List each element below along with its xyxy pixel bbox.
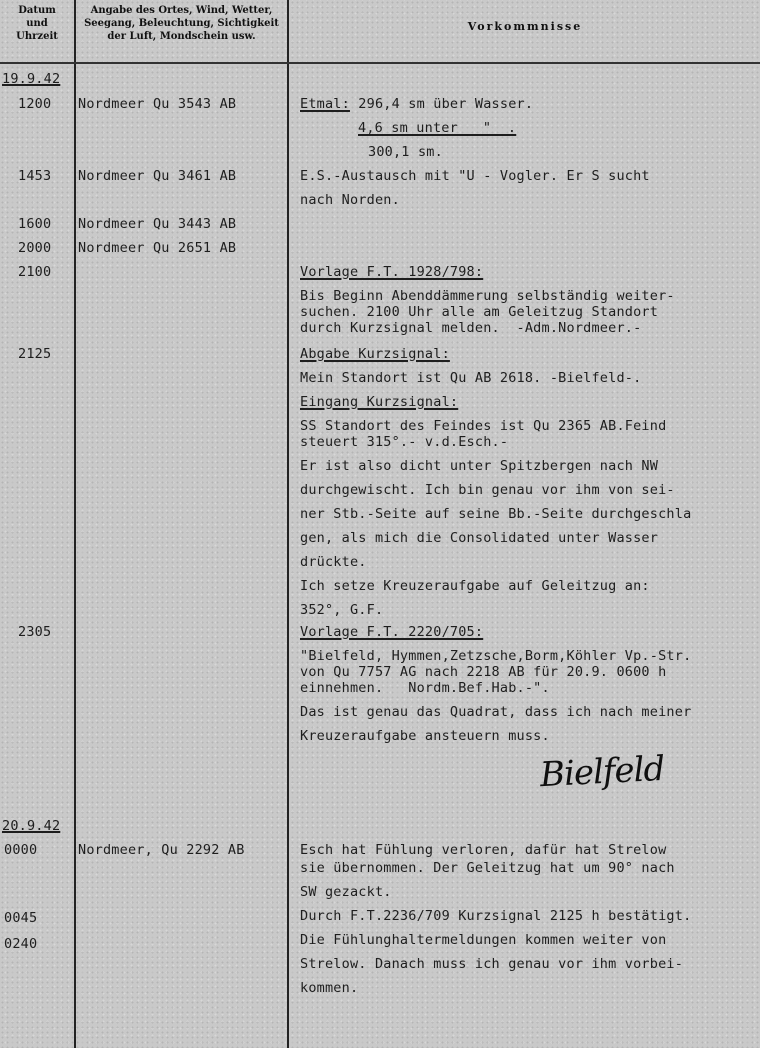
etmal-line-1: [300, 96, 533, 113]
header-rule: [0, 62, 760, 64]
eingang-heading: Eingang Kurzsignal:: [300, 394, 459, 410]
header-date-line-2: und: [26, 18, 48, 29]
entry-0000-line-3: SW gezackt.: [300, 884, 392, 900]
position-entry: Nordmeer Qu 3443 AB: [78, 216, 237, 232]
time-entry: 0240: [4, 936, 38, 952]
assessment-line-2: durchgewischt. Ich bin genau vor ihm von sei-: [300, 482, 675, 498]
eingang-line-2: steuert 315°.- v.d.Esch.-: [300, 434, 509, 450]
entry-0240-line-2: Strelow. Danach muss ich genau vor ihm vorbei-: [300, 956, 684, 972]
time-entry: 2000: [18, 240, 52, 256]
time-entry: 2100: [18, 264, 52, 280]
position-entry: Nordmeer Qu 3461 AB: [78, 168, 237, 184]
etmal-line-2: 4,6 sm unter " .: [358, 120, 517, 136]
header-location-line-1: Angabe des Ortes, Wind, Wetter,: [90, 5, 273, 16]
conclusion-line-2: Kreuzeraufgabe ansteuern muss.: [300, 728, 550, 744]
assessment-line-5: drückte.: [300, 554, 367, 570]
ft1928-heading: Vorlage F.T. 1928/798:: [300, 264, 484, 280]
header-date-time: [2, 4, 72, 43]
etmal-line-3: 300,1 sm.: [368, 144, 443, 160]
column-divider-2: [287, 0, 289, 1048]
etmal-value: 296,4 sm über Wasser.: [349, 96, 534, 112]
ft1928-line-2: suchen. 2100 Uhr alle am Geleitzug Standort: [300, 304, 659, 320]
header-location-line-3: der Luft, Mondschein usw.: [107, 31, 256, 42]
ft2220-line-2: von Qu 7757 AG nach 2218 AB für 20.9. 0600 h: [300, 664, 667, 680]
time-entry: 0000: [4, 842, 38, 858]
etmal-label: Etmal:: [300, 96, 350, 112]
date-19-9-42: 19.9.42: [2, 71, 61, 87]
position-entry: Nordmeer Qu 3543 AB: [78, 96, 237, 112]
header-location-weather: [78, 4, 285, 43]
entry-0240-line-1: Die Fühlunghaltermeldungen kommen weiter von: [300, 932, 667, 948]
header-events: Vorkommnisse: [467, 20, 583, 33]
abgabe-heading: Abgabe Kurzsignal:: [300, 346, 450, 362]
entry-0000-line-2: sie übernommen. Der Geleitzug hat um 90° nach: [300, 860, 675, 876]
decision-line-1: Ich setze Kreuzeraufgabe auf Geleitzug an:: [300, 578, 650, 594]
decision-line-2: 352°, G.F.: [300, 602, 384, 618]
date-20-9-42: 20.9.42: [2, 818, 61, 834]
ft2220-heading: Vorlage F.T. 2220/705:: [300, 624, 484, 640]
entry-0240-line-3: kommen.: [300, 980, 359, 996]
abgabe-line-1: Mein Standort ist Qu AB 2618. -Bielfeld-.: [300, 370, 642, 386]
time-entry: 1600: [18, 216, 52, 232]
ft2220-line-1: "Bielfeld, Hymmen,Zetzsche,Borm,Köhler Vp.-Str.: [300, 648, 692, 664]
entry-1453-line-1: E.S.-Austausch mit "U - Vogler. Er S sucht: [300, 168, 650, 184]
entry-0000-line-1: Esch hat Fühlung verloren, dafür hat Strelow: [300, 842, 667, 858]
time-entry: 0045: [4, 910, 38, 926]
entry-0045-line-1: Durch F.T.2236/709 Kurzsignal 2125 h bestätigt.: [300, 908, 692, 924]
time-entry: 2305: [18, 624, 52, 640]
ft2220-line-3: einnehmen. Nordm.Bef.Hab.-".: [300, 680, 550, 696]
position-entry: Nordmeer, Qu 2292 AB: [78, 842, 245, 858]
signature: Bielfeld: [539, 748, 666, 796]
ft1928-line-3: durch Kurzsignal melden. -Adm.Nordmeer.-: [300, 320, 642, 336]
time-entry: 1453: [18, 168, 52, 184]
assessment-line-4: gen, als mich die Consolidated unter Wasser: [300, 530, 659, 546]
time-entry: 1200: [18, 96, 52, 112]
ft1928-line-1: Bis Beginn Abenddämmerung selbständig weiter-: [300, 288, 675, 304]
header-date-line-3: Uhrzeit: [16, 31, 58, 42]
column-divider-1: [74, 0, 76, 1048]
assessment-line-3: ner Stb.-Seite auf seine Bb.-Seite durchgeschla: [300, 506, 692, 522]
header-location-line-2: Seegang, Beleuchtung, Sichtigkeit: [84, 18, 279, 29]
header-date-line-1: Datum: [18, 5, 56, 16]
assessment-line-1: Er ist also dicht unter Spitzbergen nach NW: [300, 458, 659, 474]
time-entry: 2125: [18, 346, 52, 362]
entry-1453-line-2: nach Norden.: [300, 192, 400, 208]
position-entry: Nordmeer Qu 2651 AB: [78, 240, 237, 256]
eingang-line-1: SS Standort des Feindes ist Qu 2365 AB.Feind: [300, 418, 667, 434]
conclusion-line-1: Das ist genau das Quadrat, dass ich nach meiner: [300, 704, 692, 720]
